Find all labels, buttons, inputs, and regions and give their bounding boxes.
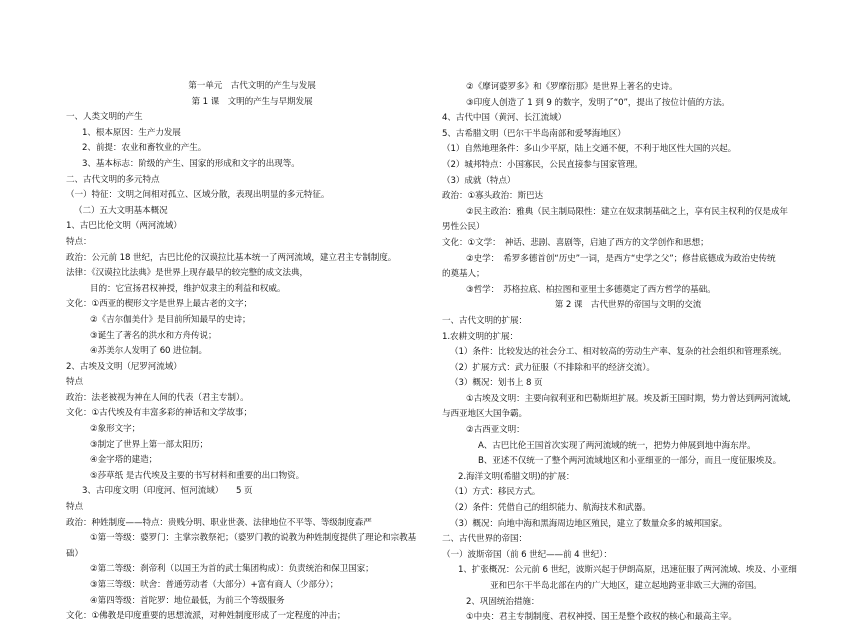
left-text-line: （一）特征：文明之间相对孤立、区域分散，表现出明显的多元特征。 (66, 190, 330, 201)
left-text-line: 特点 (66, 502, 83, 513)
left-text-line: 3、基本标志：阶级的产生、国家的形成和文字的出现等。 (82, 158, 300, 169)
right-text-line: 4、古代中国（黄河、长江流域） (442, 113, 567, 124)
right-text-line: 2.海洋文明(希腊文明)的扩展： (458, 471, 575, 482)
right-text-line: ③印度人创造了 1 到 9 的数字，发明了“0”，提出了按位计值的方法。 (466, 97, 730, 108)
right-text-line: 文化：①文学： 神话、悲剧、喜剧等，启迪了西方的文学创作和思想； (442, 237, 709, 248)
left-text-line: 目的：它宣扬君权神授，维护奴隶主的利益和权威。 (90, 283, 286, 294)
left-text-line: ③制定了世界上第一部太阳历； (90, 439, 209, 450)
left-text-line: 特点： (66, 236, 92, 247)
right-text-line: 一、古代文明的扩展： (442, 315, 527, 326)
left-text-line: ③第三等级：吠舍：普通劳动者（大部分）+富有商人（少部分）； (90, 580, 339, 590)
right-text-line: ②民主政治：雅典（民主制局限性：建立在奴隶制基础之上，享有民主权利的仅是成年 (466, 206, 788, 217)
left-text-line: ⑤莎草纸 是古代埃及主要的书写材料和重要的出口物资。 (90, 470, 305, 481)
right-text-line: 政治：①寡头政治：斯巴达 (442, 191, 544, 202)
left-text-line: 1、古巴比伦文明（两河流域） (66, 221, 182, 232)
left-column (66, 79, 438, 625)
right-text-line: ①古埃及文明：主要向叙利亚和巴勒斯坦扩展。埃及新王国时期，势力曾达到两河流域, (466, 393, 791, 404)
left-text-line: ②象形文字； (90, 424, 141, 435)
right-column (442, 80, 814, 626)
right-text-line: （2）城邦特点：小国寡民，公民直接参与国家管理。 (442, 159, 643, 170)
left-text-line: 文化：①古代埃及有丰富多彩的神话和文学故事； (66, 408, 252, 419)
right-text-line: （一）波斯帝国（前 6 世纪——前 4 世纪）： (442, 549, 612, 560)
left-text-line: ④第四等级：首陀罗：地位最低，为前三个等级服务 (90, 595, 285, 606)
right-text-line: 与西亚地区大国争霸。 (442, 409, 527, 420)
right-text-line: （3）概况：划书上 8 页 (450, 378, 543, 389)
right-text-line: 二、古代世界的帝国： (442, 534, 527, 545)
left-text-line: 政治：种姓制度——特点：贵贱分明、职业世袭、法律地位不平等、等级制度森严 (66, 517, 372, 528)
left-text-line: 第 1 课 文明的产生与早期发展 (191, 96, 313, 107)
right-text-line: 1、扩张概况：公元前 6 世纪，波斯兴起于伊朗高原，迅速征服了两河流域、埃及、小亚细 (458, 565, 797, 576)
left-text-line: ④金字塔的建造； (90, 455, 158, 466)
left-text-line: 2、古埃及文明（尼罗河流域） (66, 361, 182, 372)
left-text-line: ③诞生了著名的洪水和方舟传说； (90, 330, 217, 341)
right-text-line: （2）扩展方式：武力征服（不排除和平的经济交流）。 (450, 362, 655, 373)
left-text-line: 文化：①西亚的楔形文字是世界上最古老的文字； (66, 299, 252, 310)
left-text-line: （二）五大文明基本概况 (74, 205, 168, 216)
left-text-line: 1、根本原因：生产力发展 (82, 127, 181, 138)
right-text-line: 男性公民） (442, 222, 485, 233)
right-text-line: （3）概况：向地中海和黑海周边地区殖民，建立了数量众多的城邦国家。 (450, 518, 728, 529)
left-text-line: 2、前提：农业和畜牧业的产生。 (82, 143, 207, 154)
left-text-line: ②《吉尔伽美什》是目前所知最早的史诗； (90, 314, 251, 325)
left-text-line: 政治：法老被视为神在人间的代表（君主专制）。 (66, 392, 249, 403)
right-text-line: 亚和巴尔干半岛北部在内的广大地区，建立起地跨亚非欧三大洲的帝国。 (490, 581, 762, 591)
right-text-line: （1）自然地理条件：多山少平原，陆上交通不便，不利于地区性大国的兴起。 (442, 144, 737, 155)
right-text-line: 1.农耕文明的扩展： (442, 331, 518, 342)
left-text-line: 础） (66, 548, 83, 559)
right-text-line: ②《摩诃婆罗多》和《罗摩衍那》是世界上著名的史诗。 (466, 82, 678, 92)
right-text-line: 5、古希腊文明（巴尔干半岛南部和爱琴海地区） (442, 128, 626, 139)
right-text-line: ②古西亚文明： (466, 425, 525, 436)
left-text-line: 法律：《汉谟拉比法典》是世界上现存最早的较完整的成文法典， (66, 268, 309, 279)
right-text-line: 第 2 课 古代世界的帝国与文明的交流 (554, 300, 702, 311)
left-text-line: 二、古代文明的多元特点 (66, 174, 160, 185)
right-text-line: ③哲学： 苏格拉底、柏拉图和亚里士多德奠定了西方哲学的基础。 (466, 284, 716, 295)
right-text-line: ①中央：君主专制制度、君权神授、国王是整个政权的核心和最高主宰。 (466, 612, 737, 623)
left-text-line: ①第一等级：婆罗门：主掌宗教祭祀；（婆罗门教的说教为种姓制度提供了理论和宗教基 (90, 533, 417, 544)
left-text-line: 第一单元 古代文明的产生与发展 (188, 81, 316, 91)
right-text-line: B、亚述不仅统一了整个两河流域地区和小亚细亚的一部分，而且一度征服埃及。 (478, 456, 782, 467)
left-text-line: 一、人类文明的产生 (66, 112, 143, 123)
right-text-line: （2）条件：凭借自己的组织能力、航海技术和武器。 (450, 503, 651, 514)
left-text-line: ④苏美尔人发明了 60 进位制。 (90, 346, 208, 357)
left-text-line: 3、古印度文明（印度河、恒河流域） 5 页 (82, 486, 253, 497)
right-text-line: （3）成就（特点） (442, 175, 516, 186)
left-text-line: ②第二等级：刹帝利（以国王为首的武士集团构成）：负责统治和保卫国家； (90, 564, 374, 575)
right-text-line: A、古巴比伦王国首次实现了两河流域的统一，把势力伸展到地中海东岸。 (478, 440, 756, 451)
left-text-line: 政治：公元前 18 世纪，古巴比伦的汉谟拉比基本统一了两河流域，建立君主专制制度。 (66, 252, 397, 263)
left-text-line: 文化：①佛教是印度重要的思想流派，对种姓制度形成了一定程度的冲击； (66, 611, 346, 622)
right-text-line: （1）方式：移民方式。 (450, 487, 541, 498)
left-text-line: 特点 (66, 377, 83, 388)
right-text-line: 的奠基人； (442, 269, 485, 280)
right-text-line: 2、巩固统治措施： (466, 596, 540, 607)
right-text-line: （1）条件：比较发达的社会分工、相对较高的劳动生产率、复杂的社会组织和管理系统。 (450, 347, 787, 358)
right-text-line: ②史学： 希罗多德首创“历史”一词，是西方“史学之父”；修昔底德成为政治史传统 (466, 253, 776, 264)
